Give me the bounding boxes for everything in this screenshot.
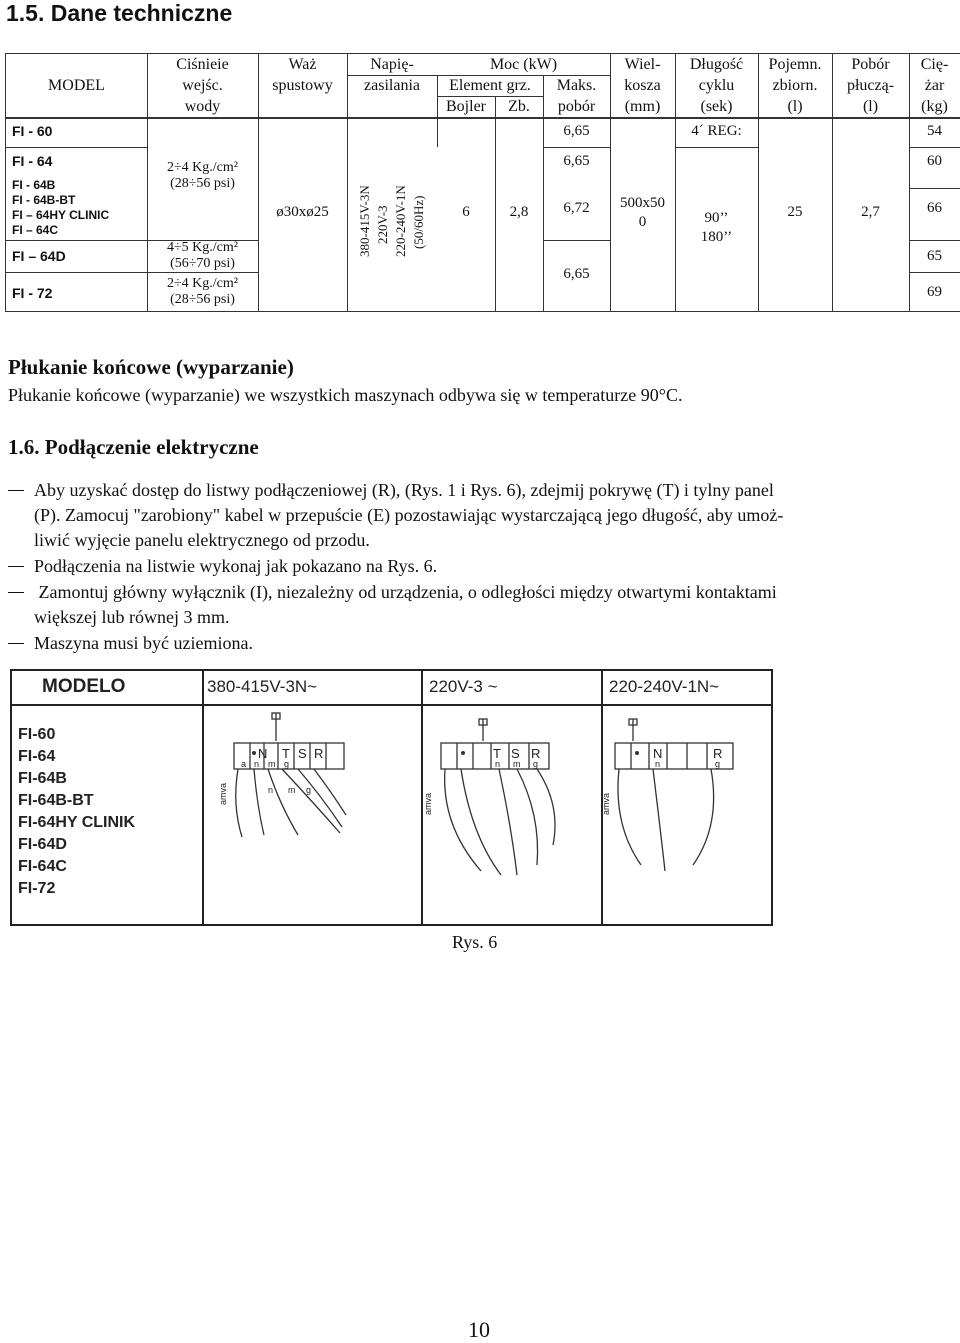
wire-label: amva	[218, 782, 228, 805]
wiring-figure	[10, 669, 773, 926]
bullet-text: większej lub równej 3 mm.	[34, 607, 230, 627]
max-value: 6,72	[563, 200, 590, 216]
terminal-sub: m	[268, 759, 276, 769]
figure-model: FI-64D	[18, 836, 67, 853]
rinse-value: 2,7	[861, 204, 880, 220]
section-title: 1.5. Dane techniczne	[6, 0, 233, 26]
figure-head-voltage: 220V-3 ~	[429, 677, 498, 696]
figure-model: FI-60	[18, 726, 56, 743]
weight-value: 65	[927, 248, 942, 264]
model-name: FI – 64D	[12, 248, 66, 264]
model-name: FI - 64B-BT	[12, 193, 76, 207]
pressure-value: 4÷5 Kg./cm² (56÷70 psi)	[167, 240, 238, 271]
header-rinse: Pobór płuczą- (l)	[846, 56, 895, 115]
terminal-label: S	[298, 746, 307, 761]
figure-model: FI-64	[18, 748, 56, 765]
bullet-dash	[8, 592, 24, 593]
figure-model: FI-64HY CLINIK	[18, 814, 136, 831]
terminal-sub: g	[533, 759, 539, 769]
header-max: Maks. pobór	[556, 77, 597, 115]
hose-value: ø30xø25	[276, 204, 329, 220]
bullet-text: Podłączenia na listwie wykonaj jak pokazano na Rys. 6.	[34, 556, 438, 576]
wire-label: m	[288, 785, 296, 795]
terminal-sub: g	[715, 759, 721, 769]
header-hose: Waż spustowy	[272, 56, 333, 94]
bullet-dash	[8, 643, 24, 644]
model-name: FI - 60	[12, 123, 53, 139]
header-basket: Wiel- kosza (mm)	[624, 56, 661, 115]
terminal-sub: n	[495, 759, 501, 769]
voltage-value: 380-415V-3N	[357, 185, 372, 257]
bullet-text: Maszyna musi być uziemiona.	[34, 633, 253, 653]
terminal-label: N	[653, 746, 663, 761]
terminal-sub: g	[284, 759, 290, 769]
weight-value: 69	[927, 284, 942, 300]
figure-model: FI-64C	[18, 858, 67, 875]
basket-value: 500x50 0	[620, 195, 665, 230]
terminal-label: R	[531, 746, 541, 761]
tech-data-table	[5, 53, 960, 312]
cycle-value: 90’’ 180’’	[700, 210, 733, 245]
max-value: 6,65	[563, 153, 590, 169]
wiring-diagram-3n	[202, 705, 421, 924]
wiring-diagram-3	[421, 705, 601, 924]
bullet-text: Zamontuj główny wyłącznik (I), niezależny od urządzenia, o odległości między otwartymi kontaktami	[34, 582, 777, 602]
model-name: FI – 64HY CLINIC	[12, 208, 110, 222]
bullet-text: (P). Zamocuj "zarobiony" kabel w przepuście (E) pozostawiając wystarczającą jego długość, aby umoż-	[34, 505, 784, 525]
figure-model: FI-72	[18, 880, 56, 897]
header-cycle: Długość cyklu (sek)	[689, 56, 744, 115]
header-model: MODEL	[48, 77, 105, 94]
figure-caption: Rys. 6	[452, 932, 498, 952]
voltage-value: (50/60Hz)	[411, 195, 426, 249]
bullet-text: Aby uzyskać dostęp do listwy podłączeniowej (R), (Rys. 1 i Rys. 6), zdejmij pokrywę (T) i tylny panel	[34, 480, 774, 500]
max-value: 6,65	[563, 123, 590, 139]
model-name: FI – 64C	[12, 223, 59, 237]
rinse-title: Płukanie końcowe (wyparzanie)	[8, 355, 294, 379]
weight-value: 60	[927, 153, 942, 169]
figure-head-model: MODELO	[42, 676, 126, 697]
page-number: 10	[468, 1317, 490, 1342]
wire-label: g	[306, 785, 312, 795]
terminal-sub: a	[241, 759, 247, 769]
terminal-label: R	[314, 746, 324, 761]
terminal-label: T	[493, 746, 501, 761]
terminal-label: R	[713, 746, 723, 761]
header-tank: Zb.	[508, 98, 530, 115]
header-weight: Cię- żar (kg)	[920, 56, 949, 115]
terminal-label: N	[258, 746, 268, 761]
header-pressure: Ciśnieie wejśc. wody	[176, 56, 229, 115]
rinse-text: Płukanie końcowe (wyparzanie) we wszystkich maszynach odbywa się w temperaturze 90°C.	[8, 385, 683, 405]
header-voltage: Napię- zasilania	[364, 56, 420, 94]
capacity-value: 25	[787, 204, 803, 220]
figure-model: FI-64B-BT	[18, 792, 94, 809]
header-heating: Element grz.	[449, 77, 531, 94]
header-boiler: Bojler	[446, 98, 486, 115]
voltage-value: 220-240V-1N	[393, 185, 408, 257]
pressure-value: 2÷4 Kg./cm² (28÷56 psi)	[167, 160, 238, 191]
wiring-diagram-1n	[601, 705, 773, 924]
bullet-text: liwić wyjęcie panelu elektrycznego od przodu.	[34, 530, 370, 550]
terminal-sub: n	[254, 759, 260, 769]
bullet-dash	[8, 566, 24, 567]
bullet-dash	[8, 490, 24, 491]
terminal-label: T	[282, 746, 290, 761]
model-name: FI - 72	[12, 285, 53, 301]
wire-label: amva	[601, 792, 611, 815]
model-name: FI - 64B	[12, 178, 56, 192]
weight-value: 54	[927, 123, 942, 139]
figure-head-voltage: 380-415V-3N~	[207, 677, 318, 696]
cycle-value: 4´ REG:	[691, 123, 742, 139]
max-value: 6,65	[563, 266, 590, 282]
weight-value: 66	[927, 200, 942, 216]
electrical-title: 1.6. Podłączenie elektryczne	[8, 435, 259, 459]
wire-label: amva	[423, 792, 433, 815]
wire-label: n	[268, 785, 274, 795]
figure-head-voltage: 220-240V-1N~	[609, 677, 720, 696]
terminal-sub: n	[655, 759, 661, 769]
model-name: FI - 64	[12, 153, 53, 169]
pressure-value: 2÷4 Kg./cm² (28÷56 psi)	[167, 276, 238, 307]
boiler-value: 6	[462, 204, 470, 220]
header-power: Moc (kW)	[489, 56, 558, 73]
voltage-value: 220V-3	[375, 205, 390, 244]
figure-model: FI-64B	[18, 770, 67, 787]
tank-value: 2,8	[509, 204, 529, 220]
terminal-label: S	[511, 746, 520, 761]
terminal-sub: m	[513, 759, 521, 769]
header-capacity: Pojemn. zbiorn. (l)	[768, 56, 822, 115]
